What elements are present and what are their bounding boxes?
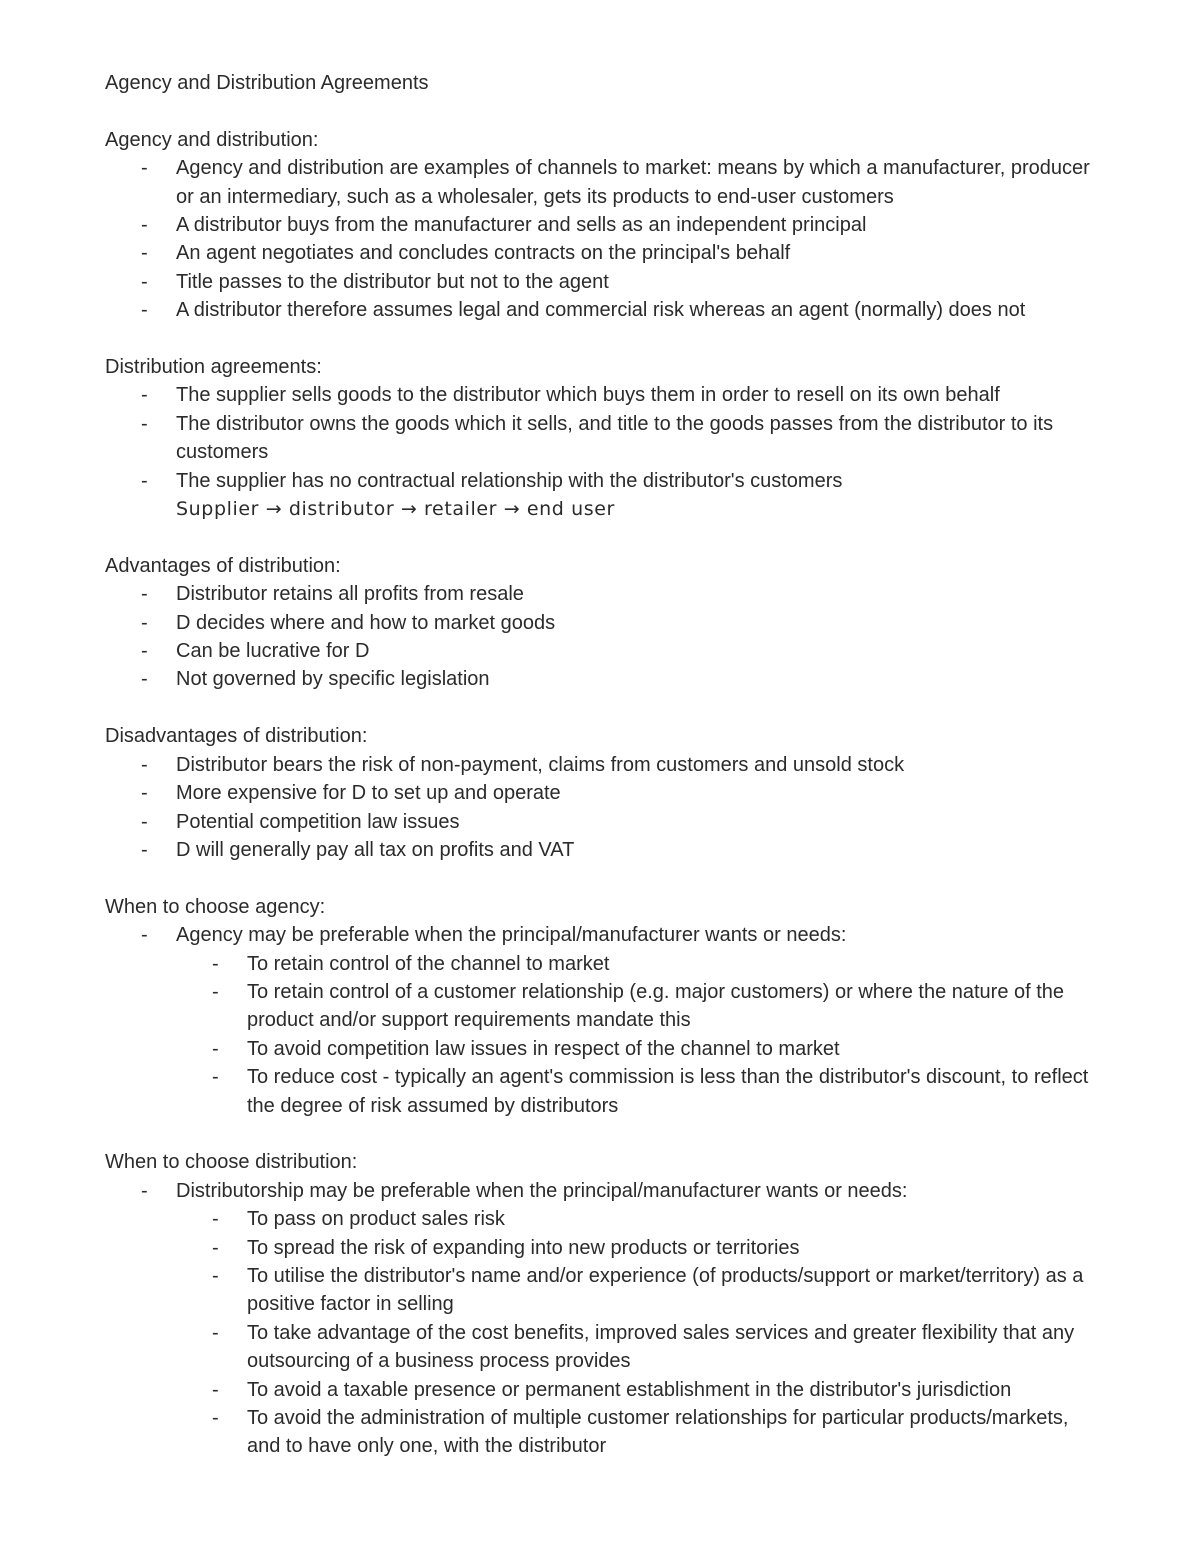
section-agency-and-distribution [105, 126, 1105, 325]
dash-bullet: - [141, 214, 148, 237]
sub-list-item-text: To spread the risk of expanding into new products or territories [247, 1236, 800, 1259]
list-item [105, 580, 1105, 608]
sub-bullet-list [105, 1205, 1105, 1461]
dash-bullet: - [141, 668, 148, 691]
list-item-text: Can be lucrative for D [176, 640, 370, 663]
section-advantages-of-distribution [105, 552, 1105, 694]
section-heading: Advantages of distribution: [105, 554, 341, 577]
list-item [105, 609, 1105, 637]
list-item-text: Distributor bears the risk of non-payment, claims from customers and unsold stock [176, 753, 905, 776]
list-item-text: D decides where and how to market goods [176, 611, 556, 634]
section-when-to-choose-agency [105, 893, 1105, 1120]
dash-bullet: - [212, 952, 219, 975]
list-item [105, 751, 1105, 779]
list-item-text: Agency may be preferable when the principal/manufacturer wants or needs: [176, 924, 847, 947]
dash-bullet: - [212, 1378, 219, 1401]
sub-list-item [105, 1035, 1105, 1063]
list-item-text: Distributorship may be preferable when the principal/manufacturer wants or needs: [176, 1179, 908, 1202]
list-item [105, 467, 1105, 495]
list-item [105, 836, 1105, 864]
list-item-text: Not governed by specific legislation [176, 668, 490, 691]
dash-bullet: - [141, 412, 148, 435]
dash-bullet: - [141, 469, 148, 492]
dash-bullet: - [141, 924, 148, 947]
list-item-text: D will generally pay all tax on profits and VAT [176, 838, 575, 861]
supply-chain-flow: Supplier → distributor → retailer → end user [176, 498, 615, 521]
bullet-list [105, 921, 1105, 949]
sub-list-item [105, 1262, 1105, 1319]
sub-list-item [105, 1205, 1105, 1233]
list-item [105, 779, 1105, 807]
bullet-list [105, 580, 1105, 694]
bullet-list [105, 154, 1105, 324]
section-distribution-agreements [105, 353, 1105, 523]
dash-bullet: - [141, 384, 148, 407]
dash-bullet: - [212, 1321, 219, 1344]
bullet-list [105, 1177, 1105, 1205]
dash-bullet: - [141, 810, 148, 833]
list-item-text: A distributor buys from the manufacturer and sells as an independent principal [176, 214, 867, 237]
list-item-text: The supplier sells goods to the distributor which buys them in order to resell on its own behalf [176, 384, 1000, 407]
list-item [105, 637, 1105, 665]
sub-list-item-text: To avoid a taxable presence or permanent establishment in the distributor's jurisdiction [247, 1378, 1012, 1401]
sub-list-item-text: To retain control of a customer relationship (e.g. major customers) or where the nature of the product and/or support requirements mandate this [247, 980, 1065, 1032]
list-item [105, 296, 1105, 324]
list-item [105, 410, 1105, 467]
dash-bullet: - [141, 242, 148, 265]
document-title: Agency and Distribution Agreements [105, 72, 429, 94]
sub-list-item [105, 1319, 1105, 1376]
dash-bullet: - [141, 838, 148, 861]
dash-bullet: - [141, 640, 148, 663]
section-when-to-choose-distribution [105, 1148, 1105, 1460]
list-item [105, 381, 1105, 409]
list-item [105, 154, 1105, 211]
sub-list-item [105, 1404, 1105, 1461]
dash-bullet: - [141, 1179, 148, 1202]
dash-bullet: - [212, 1264, 219, 1287]
list-item [105, 239, 1105, 267]
list-item-text: A distributor therefore assumes legal and commercial risk whereas an agent (normally) does not [176, 299, 1026, 322]
sub-list-item-text: To retain control of the channel to market [247, 952, 610, 975]
sub-list-item [105, 950, 1105, 978]
list-item-text: Agency and distribution are examples of channels to market: means by which a manufacturer, producer or an intermediary, such as a wholesaler, gets its products to end-user customers [176, 157, 1090, 208]
dash-bullet: - [141, 157, 148, 180]
dash-bullet: - [141, 583, 148, 606]
list-item [105, 808, 1105, 836]
list-item-text: The distributor owns the goods which it sells, and title to the goods passes from the distributor to its customers [176, 412, 1054, 464]
list-item-text: Title passes to the distributor but not to the agent [176, 270, 609, 293]
list-item [105, 268, 1105, 296]
section-heading: When to choose distribution: [105, 1151, 358, 1174]
sub-list-item-text: To take advantage of the cost benefits, improved sales services and greater flexibility that any outsourcing of a business process provides [247, 1321, 1075, 1373]
list-item-text: Distributor retains all profits from resale [176, 583, 524, 606]
dash-bullet: - [212, 1208, 219, 1231]
dash-bullet: - [141, 782, 148, 805]
section-heading: Agency and distribution: [105, 128, 319, 151]
list-item [105, 1177, 1105, 1205]
section-heading: Distribution agreements: [105, 356, 322, 379]
bullet-list [105, 751, 1105, 865]
list-item-text: Potential competition law issues [176, 810, 460, 833]
sub-list-item-text: To avoid the administration of multiple customer relationships for particular products/markets, and to have only one, with the distributor [247, 1407, 1069, 1458]
dash-bullet: - [141, 611, 148, 634]
dash-bullet: - [212, 980, 219, 1003]
sub-list-item [105, 1063, 1105, 1120]
sub-list-item-text: To pass on product sales risk [247, 1208, 505, 1231]
sub-list-item-text: To utilise the distributor's name and/or experience (of products/support or market/territory) as a positive factor in selling [247, 1264, 1084, 1316]
list-item-text: More expensive for D to set up and operate [176, 782, 561, 805]
section-disadvantages-of-distribution [105, 722, 1105, 864]
dash-bullet: - [212, 1407, 219, 1429]
section-heading: When to choose agency: [105, 895, 326, 918]
dash-bullet: - [141, 270, 148, 293]
sub-list-item [105, 1376, 1105, 1404]
list-item [105, 665, 1105, 693]
document-page [105, 69, 1105, 1489]
list-item-text: The supplier has no contractual relationship with the distributor's customers [176, 469, 843, 492]
sub-list-item [105, 978, 1105, 1035]
dash-bullet: - [212, 1236, 219, 1259]
section-heading: Disadvantages of distribution: [105, 725, 368, 748]
dash-bullet: - [141, 299, 148, 322]
list-item [105, 921, 1105, 949]
sub-list-item [105, 1234, 1105, 1262]
sub-list-item-text: To avoid competition law issues in respect of the channel to market [247, 1037, 840, 1060]
bullet-list [105, 381, 1105, 495]
dash-bullet: - [141, 753, 148, 776]
dash-bullet: - [212, 1066, 219, 1089]
sub-list-item-text: To reduce cost - typically an agent's commission is less than the distributor's discount, to reflect the degree of risk assumed by distributors [247, 1066, 1089, 1117]
sub-bullet-list [105, 950, 1105, 1120]
list-item-text: An agent negotiates and concludes contracts on the principal's behalf [176, 242, 791, 265]
list-item [105, 211, 1105, 239]
dash-bullet: - [212, 1037, 219, 1060]
